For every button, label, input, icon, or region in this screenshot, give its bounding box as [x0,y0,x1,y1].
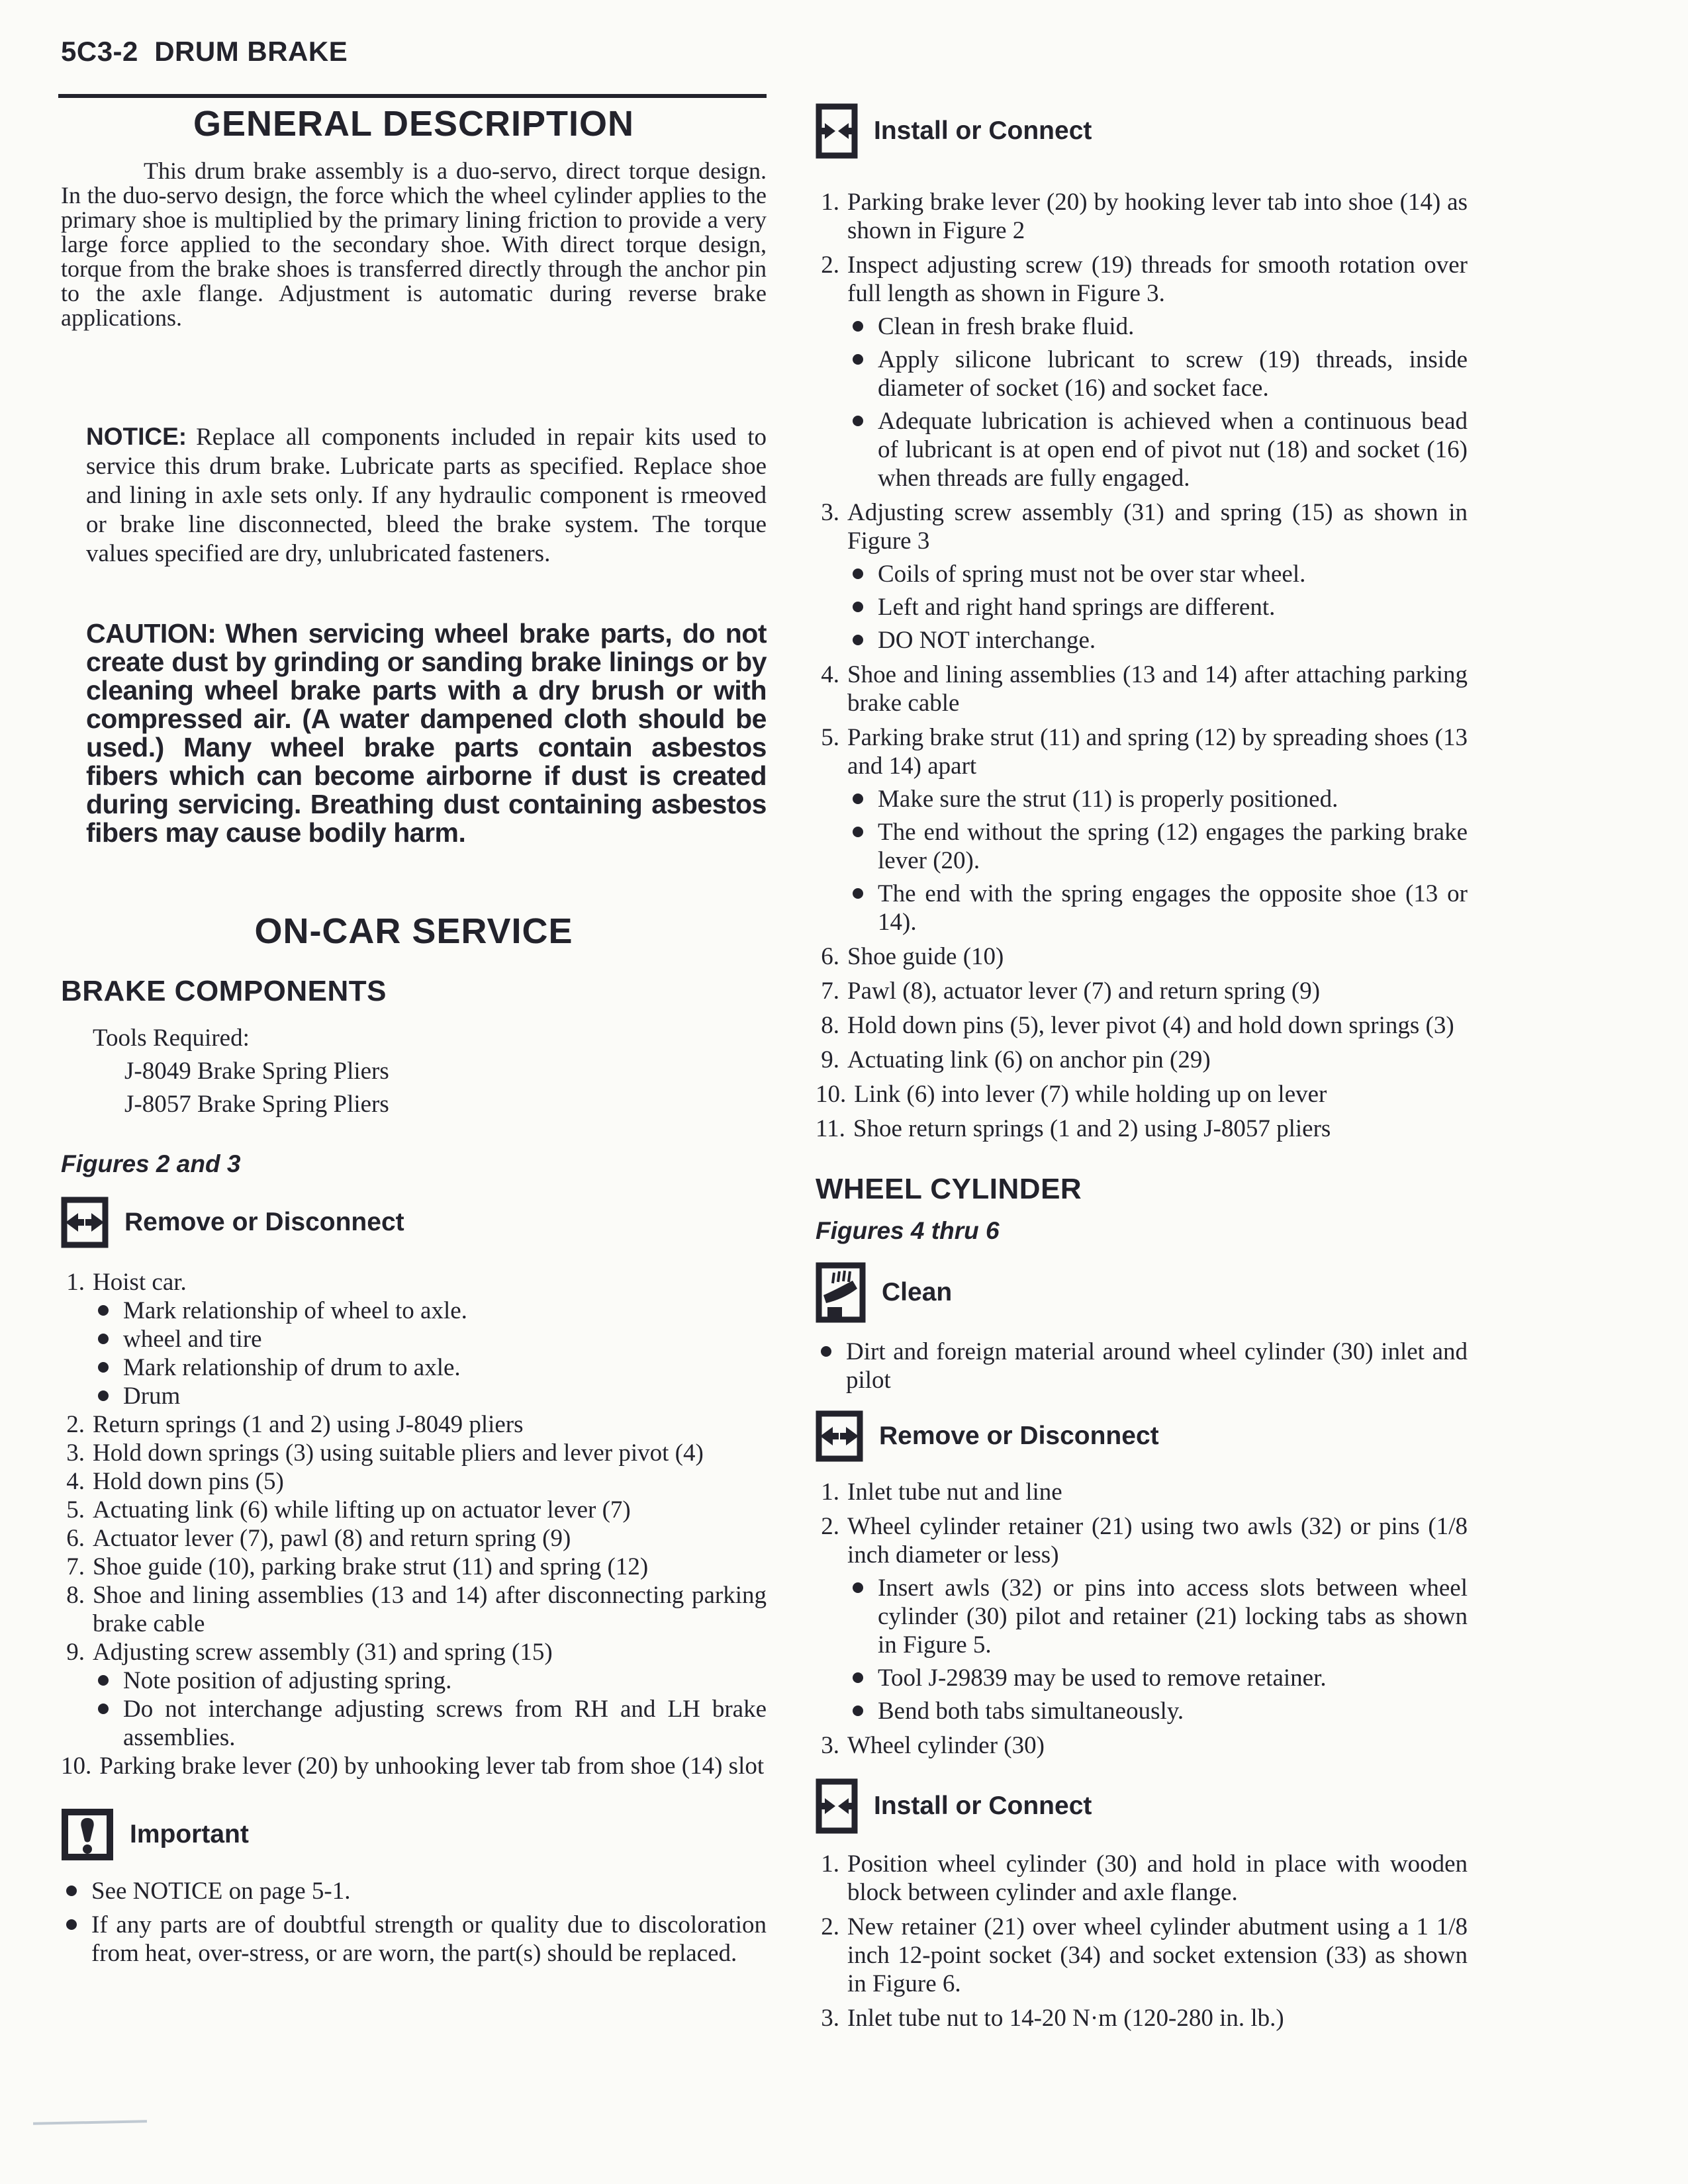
bullet-item [853,345,1468,402]
bullet-item [853,407,1468,492]
task-header [61,1808,767,1861]
bullet-marker [66,1886,77,1896]
bullet-text: Bend both tabs simultaneously. [878,1698,1184,1725]
bullet-marker [853,354,863,365]
bullet-item [98,1695,767,1752]
tools-required [61,1022,767,1121]
list-item [816,1046,1468,1074]
bullet-marker [853,321,863,332]
bullet-text: Coils of spring must not be over star wheel. [878,561,1306,588]
bullet-item [98,1666,767,1695]
bullet-marker [853,794,863,804]
clean-icon [816,1262,866,1323]
list-item-body [847,1731,1468,1760]
task-header [61,1197,767,1248]
list-item-number: 2. [821,1913,839,1940]
list-item-number: 7. [821,978,839,1005]
list-item-text: Inlet tube nut to 14-20 N·m (120-280 in. lb.) [847,2005,1284,2032]
list-item-body [847,1913,1468,1998]
list-item-body [847,2004,1468,2032]
bullet-item [853,312,1468,341]
notice-lead: NOTICE: [86,423,187,450]
bullet-item [853,1574,1468,1659]
list-item-body [847,660,1468,717]
list-item [61,1752,767,1780]
list-item-body [93,1439,767,1467]
bullet-marker [98,1675,109,1686]
list-item-number: 2. [821,1513,839,1540]
list-item-body [847,1478,1468,1506]
left-column [61,106,767,1968]
list-item-body [99,1752,767,1780]
important-icon [61,1808,114,1861]
list-item-number: 9. [821,1046,839,1073]
list-item-number: 5. [821,724,839,751]
figure-reference: Figures 2 and 3 [61,1150,241,1177]
list-item [816,1115,1468,1143]
list-item-text: Actuating link (6) while lifting up on actuator lever (7) [93,1496,631,1524]
list-item-body [847,942,1468,971]
list-item-text: Inspect adjusting screw (19) threads for smooth rotation over full length as shown in Figure 3. [847,251,1468,307]
list-item [816,1080,1468,1109]
list-item [816,1913,1468,1998]
bullet-text: If any parts are of doubtful strength or quality due to discoloration from heat, over-stress, or are worn, the part(s) should be replaced. [91,1911,767,1967]
list-item [61,1439,767,1467]
list-item [816,1478,1468,1506]
bullet-marker [853,827,863,837]
list-item-body [93,1467,767,1496]
bullet-item [821,1338,1468,1394]
list-item-text: Shoe guide (10), parking brake strut (11) and spring (12) [93,1553,649,1580]
bullet-text: wheel and tire [123,1326,262,1353]
section-heading: ON-CAR SERVICE [254,911,573,951]
bullet-item [853,880,1468,936]
task-header [816,1778,1468,1834]
list-item-number: 2. [821,251,839,279]
bullet-marker [98,1390,109,1401]
notice-text: Replace all components included in repair kits used to service this drum brake. Lubricate parts as specified. Replace shoe and lining in axle sets only. If any hydraulic component is rmeoved or brake line disconnected, bleed the brake system. The torque values specified are dry, unlubricated fasteners. [86,424,767,567]
list-item-number: 3. [821,499,839,526]
bullet-item [853,1697,1468,1725]
list-item-body [847,251,1468,492]
tools-title: Tools Required: [93,1024,250,1052]
list-item-text: Actuating link (6) on anchor pin (29) [847,1046,1211,1073]
list-item-body [93,1524,767,1553]
figure-reference: Figures 4 thru 6 [816,1217,1000,1244]
list-item-text: Hoist car. [93,1269,187,1296]
list-item [61,1553,767,1581]
list-item [61,1268,767,1410]
task-header [816,1410,1468,1462]
bullet-marker [853,888,863,899]
list-item-text: Adjusting screw assembly (31) and spring (15) as shown in Figure 3 [847,499,1468,555]
list-item-text: Position wheel cylinder (30) and hold in place with wooden block between cylinder and axle flange. [847,1850,1468,1906]
bullet-item [853,593,1468,621]
list-item-body [853,1115,1468,1143]
bullet-marker [853,1706,863,1716]
task-label: Install or Connect [874,116,1092,145]
list-item-text: Shoe and lining assemblies (13 and 14) after attaching parking brake cable [847,661,1468,717]
list-item-number: 1. [821,1850,839,1878]
bullet-text: Do not interchange adjusting screws from RH and LH brake assemblies. [123,1696,767,1751]
task-label: Remove or Disconnect [879,1422,1159,1450]
list-item-body [93,1581,767,1638]
bullet-item [98,1382,767,1410]
caution-lead: CAUTION: [86,618,216,649]
bullet-marker [98,1704,109,1714]
list-item-number: 8. [821,1012,839,1039]
task-header [816,103,1468,159]
bullet-text: Adequate lubrication is achieved when a continuous bead of lubricant is at open end of pivot nut (18) and socket (16) when threads are fully engaged. [878,408,1468,492]
remove-or-disconnect-icon [61,1197,109,1248]
bullet-item [66,1877,767,1905]
bullet-marker [853,635,863,645]
list-item [816,723,1468,936]
bullet-marker [853,1582,863,1593]
list-item-number: 8. [66,1582,85,1609]
bullet-text: Apply silicone lubricant to screw (19) threads, inside diameter of socket (16) and socket face. [878,346,1468,402]
list-item-text: Inlet tube nut and line [847,1479,1062,1506]
task-label: Install or Connect [874,1792,1092,1820]
bullet-item [853,785,1468,813]
list-item-number: 6. [66,1525,85,1552]
bullet-item [98,1353,767,1382]
list-item [61,1638,767,1752]
ordered-list [816,1850,1468,2032]
list-item [816,498,1468,655]
list-item-number: 11. [816,1115,845,1142]
list-item [61,1467,767,1496]
list-item-body [854,1080,1468,1109]
list-item-text: Hold down springs (3) using suitable pliers and lever pivot (4) [93,1439,704,1467]
list-item-text: Parking brake strut (11) and spring (12) by spreading shoes (13 and 14) apart [847,724,1468,780]
bullet-text: Make sure the strut (11) is properly positioned. [878,786,1338,813]
bullet-text: DO NOT interchange. [878,627,1096,654]
list-item-text: Hold down pins (5), lever pivot (4) and hold down springs (3) [847,1012,1454,1039]
list-item-text: Shoe and lining assemblies (13 and 14) after disconnecting parking brake cable [93,1582,767,1637]
remove-or-disconnect-icon [816,1410,863,1462]
bullet-text: Drum [123,1383,181,1410]
list-item [816,1850,1468,1907]
list-item [61,1410,767,1439]
list-item-number: 1. [821,189,839,216]
task-label: Important [130,1820,249,1848]
list-item [816,1512,1468,1725]
list-item [816,942,1468,971]
list-item-text: Adjusting screw assembly (31) and spring (15) [93,1639,553,1666]
list-item-text: Actuator lever (7), pawl (8) and return spring (9) [93,1525,571,1552]
bullet-item [98,1297,767,1325]
ordered-list [61,1268,767,1780]
list-item-body [93,1496,767,1524]
bullet-marker [98,1362,109,1373]
list-item [61,1496,767,1524]
list-item-text: Wheel cylinder (30) [847,1732,1045,1759]
subsection-heading: BRAKE COMPONENTS [61,975,387,1007]
list-item-body [847,977,1468,1005]
list-item-text: Parking brake lever (20) by hooking lever tab into shoe (14) as shown in Figure 2 [847,189,1468,244]
bullet-marker [853,569,863,579]
bullet-text: See NOTICE on page 5-1. [91,1878,351,1905]
bullet-text: Insert awls (32) or pins into access slots between wheel cylinder (30) pilot and retainer (21) locking tabs as shown in Figure 5. [878,1574,1468,1659]
list-item-text: Hold down pins (5) [93,1468,284,1495]
list-item-body [847,498,1468,655]
bullet-item [853,818,1468,875]
list-item [816,1731,1468,1760]
list-item-number: 9. [66,1639,85,1666]
list-item-body [847,1011,1468,1040]
list-item [61,1524,767,1553]
list-item-number: 1. [821,1479,839,1506]
list-item-body [93,1638,767,1752]
list-item-number: 3. [66,1439,85,1467]
tool-item: J-8057 Brake Spring Pliers [124,1091,389,1118]
bullet-marker [853,1672,863,1683]
task-label: Remove or Disconnect [124,1208,404,1236]
list-item [816,188,1468,245]
caution-text: When servicing wheel brake parts, do not create dust by grinding or sanding brake linings or by cleaning wheel brake parts with a dry brush or with compressed air. (A water dampened cloth should be used.) Many wheel brake parts contain asbestos fibers which can become airborne if dust is created during servicing. Breathing dust containing asbestos fibers may cause bodily harm. [86,618,767,848]
list-item-text: Pawl (8), actuator lever (7) and return spring (9) [847,978,1321,1005]
list-item-number: 5. [66,1496,85,1524]
list-item-number: 2. [66,1411,85,1438]
list-item-number: 4. [821,661,839,688]
list-item [816,1011,1468,1040]
list-item-body [847,723,1468,936]
bullet-item [853,1664,1468,1692]
page-header-title: 5C3-2 DRUM BRAKE [61,36,348,67]
bullet-marker [98,1334,109,1344]
subsection-heading: WHEEL CYLINDER [816,1173,1082,1205]
list-item-text: Wheel cylinder retainer (21) using two awls (32) or pins (1/8 inch diameter or less) [847,1513,1468,1569]
bullet-item [853,560,1468,588]
list-item-number: 1. [66,1269,85,1296]
bullet-text: Mark relationship of wheel to axle. [123,1297,467,1324]
bullet-item [98,1325,767,1353]
scan-artifact [33,2120,147,2125]
list-item-text: New retainer (21) over wheel cylinder abutment using a 1 1/8 inch 12-point socket (34) and socket extension (33) as shown in Figure 6. [847,1913,1468,1997]
list-item-number: 10. [61,1752,92,1780]
list-item-text: Link (6) into lever (7) while holding up on lever [854,1081,1327,1108]
bullet-marker [853,416,863,426]
header-rule [58,94,767,98]
list-item-text: Return springs (1 and 2) using J-8049 pliers [93,1411,524,1438]
list-item-body [847,1512,1468,1725]
list-item-body [93,1410,767,1439]
list-item-number: 6. [821,943,839,970]
ordered-list [816,1478,1468,1760]
bullet-marker [66,1919,77,1930]
bullet-marker [821,1346,831,1357]
list-item-body [847,188,1468,245]
list-item-body [93,1553,767,1581]
notice-block [86,422,767,597]
task-label: Clean [882,1278,953,1306]
bullet-list [61,1877,767,1968]
list-item-text: Shoe guide (10) [847,943,1004,970]
list-item [816,2004,1468,2032]
bullet-text: Clean in fresh brake fluid. [878,313,1135,340]
list-item-body [847,1850,1468,1907]
list-item [816,251,1468,492]
list-item-text: Shoe return springs (1 and 2) using J-8057 pliers [853,1115,1331,1142]
bullet-text: The end without the spring (12) engages the parking brake lever (20). [878,819,1468,874]
bullet-item [66,1911,767,1968]
list-item [816,977,1468,1005]
bullet-list [816,1338,1468,1394]
bullet-text: Note position of adjusting spring. [123,1667,452,1694]
list-item-number: 3. [821,2005,839,2032]
list-item-text: Parking brake lever (20) by unhooking lever tab from shoe (14) slot [99,1752,765,1780]
task-header [816,1262,1468,1323]
right-column [816,103,1468,2032]
list-item-number: 3. [821,1732,839,1759]
section-heading: GENERAL DESCRIPTION [193,104,635,144]
tool-item: J-8049 Brake Spring Pliers [124,1058,389,1085]
ordered-list [816,188,1468,1143]
bullet-text: Tool J-29839 may be used to remove retainer. [878,1664,1327,1692]
install-or-connect-icon [816,103,858,159]
caution-block [86,619,767,904]
bullet-text: Dirt and foreign material around wheel cylinder (30) inlet and pilot [846,1338,1468,1394]
list-item-number: 7. [66,1553,85,1580]
bullet-text: Left and right hand springs are different. [878,594,1276,621]
bullet-marker [853,602,863,612]
list-item [816,660,1468,717]
bullet-marker [98,1305,109,1316]
list-item-body [847,1046,1468,1074]
body-paragraph: This drum brake assembly is a duo-servo, direct torque design. In the duo-servo design, the force which the wheel cylinder applies to the primary shoe is multiplied by the primary lining friction to provide a very large force applied to the secondary shoe. With direct torque design, torque from the brake shoes is transferred directly through the anchor pin to the axle flange. Adjustment is automatic during reverse brake applications. [61,158,767,331]
list-item [61,1581,767,1638]
list-item-body [93,1268,767,1410]
list-item-number: 10. [816,1081,847,1108]
bullet-text: Mark relationship of drum to axle. [123,1354,461,1381]
install-or-connect-icon [816,1778,858,1834]
list-item-number: 4. [66,1468,85,1495]
bullet-item [853,626,1468,655]
bullet-text: The end with the spring engages the opposite shoe (13 or 14). [878,880,1468,936]
